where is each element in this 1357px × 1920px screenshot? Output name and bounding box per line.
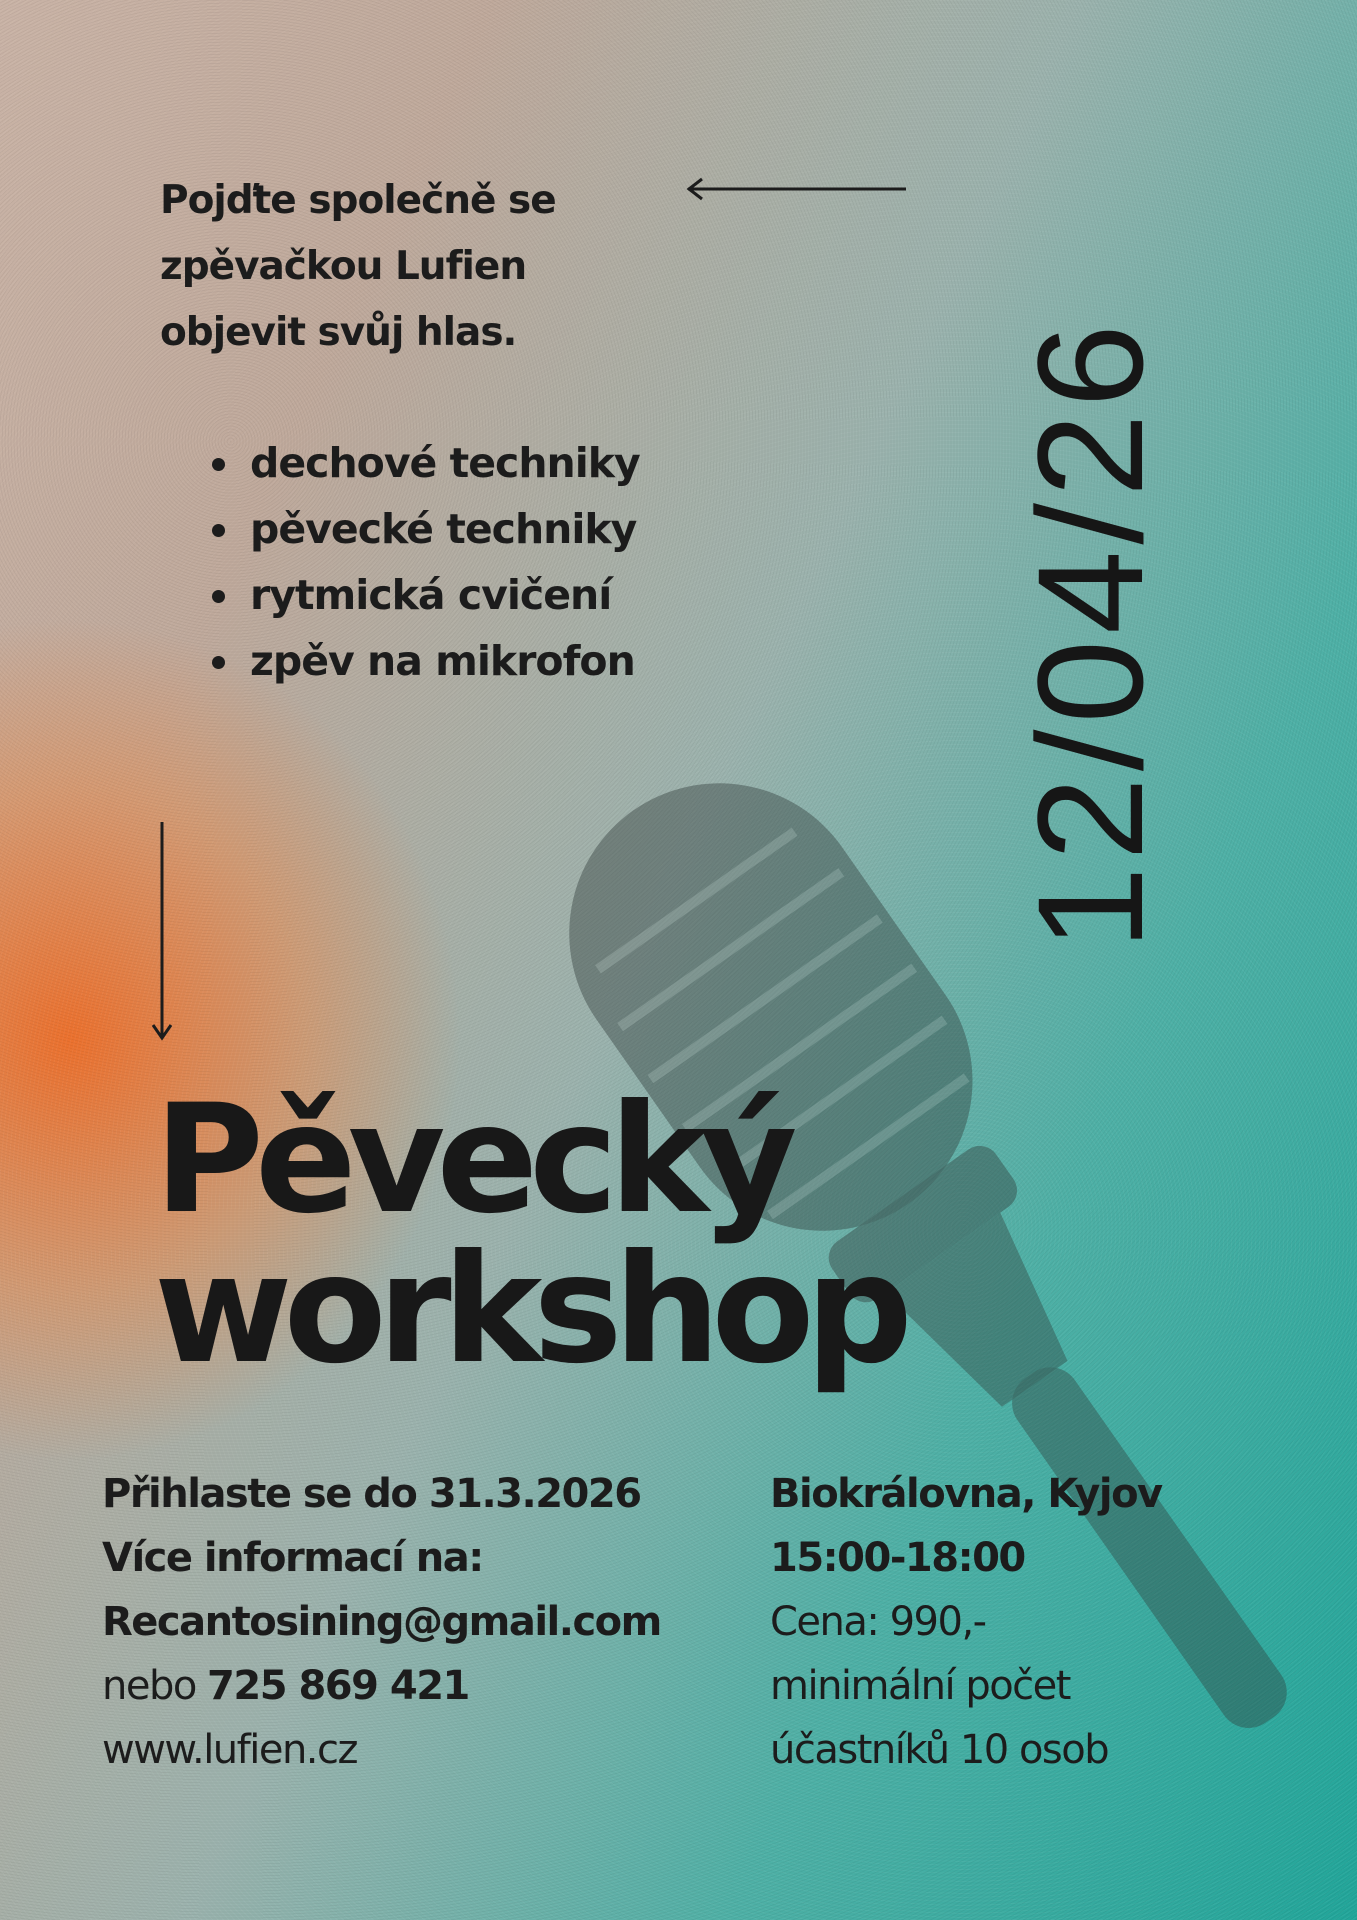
registration-deadline: Přihlaste se do 31.3.2026 xyxy=(102,1471,641,1517)
event-date: 12/04/26 xyxy=(1006,318,1174,950)
topic-item: • dechové techniky xyxy=(244,430,640,496)
intro-line: zpěvačkou Lufien xyxy=(160,244,527,289)
or-label: nebo xyxy=(102,1663,196,1709)
intro-line: Pojďte společně se xyxy=(160,178,556,223)
topic-list xyxy=(212,430,640,694)
minimum-participants: účastníků 10 osob xyxy=(770,1727,1109,1773)
arrow-down-icon xyxy=(150,820,174,1042)
topic-item: • zpěv na mikrofon xyxy=(244,628,640,694)
venue-place: Biokrálovna, Kyjov xyxy=(770,1471,1162,1517)
title-line-2: workshop xyxy=(154,1223,904,1397)
contact-email[interactable]: Recantosining@gmail.com xyxy=(102,1599,661,1645)
arrow-left-icon xyxy=(686,176,908,202)
topic-item: • rytmická cvičení xyxy=(244,562,640,628)
event-time: 15:00-18:00 xyxy=(770,1535,1025,1581)
minimum-participants: minimální počet xyxy=(770,1663,1070,1709)
website-link[interactable]: www.lufien.cz xyxy=(102,1727,358,1773)
phone-line xyxy=(102,1654,722,1718)
contact-phone[interactable]: 725 869 421 xyxy=(207,1663,469,1709)
page-title xyxy=(154,1073,904,1397)
topic-item: • pěvecké techniky xyxy=(244,496,640,562)
intro-line: objevit svůj hlas. xyxy=(160,310,517,355)
title-line-1: Pěvecký xyxy=(154,1073,789,1247)
venue-info xyxy=(770,1462,1190,1782)
event-price: Cena: 990,- xyxy=(770,1599,986,1645)
more-info-label: Více informací na: xyxy=(102,1535,483,1581)
intro-text xyxy=(160,168,680,366)
registration-info xyxy=(102,1462,722,1782)
